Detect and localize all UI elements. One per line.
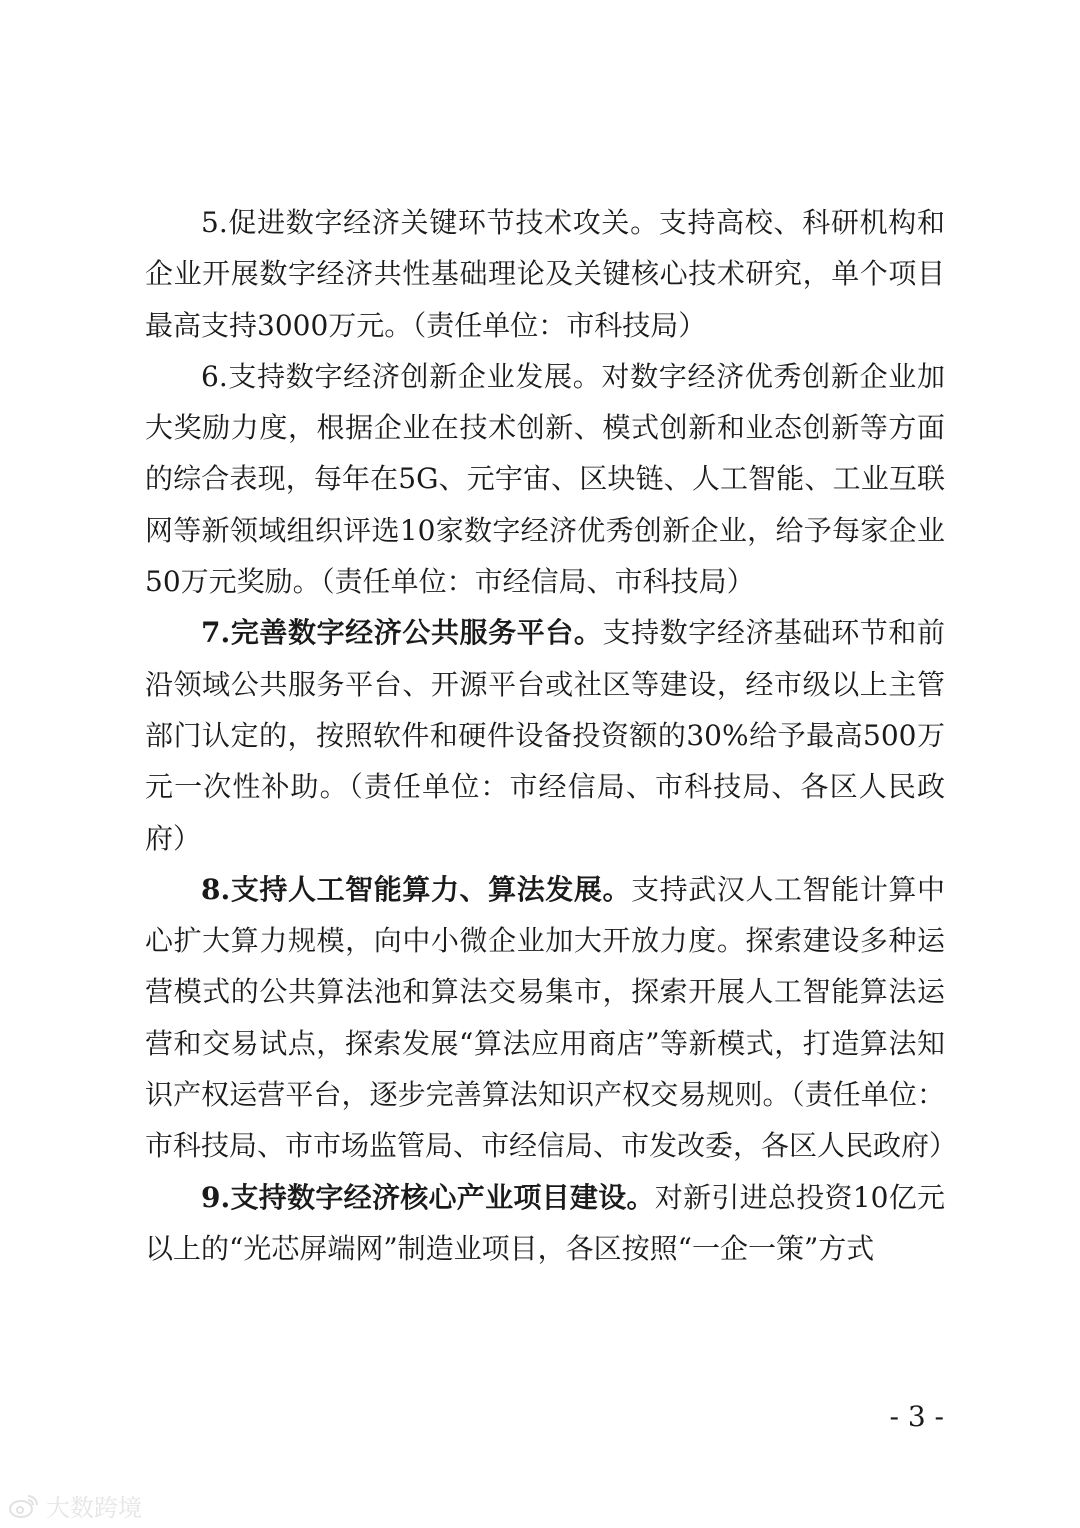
paragraph-text: 支持数字经济基础环节和前沿领域公共服务平台、开源平台或社区等建设，经市级以上主管部门认定的，按照软件和硬件设备投资额的30%给予最高500万元一次性补助。（责任单位：市经信局、市科技局、各区人民政府） — [145, 616, 945, 855]
paragraph-lead: 7.完善数字经济公共服务平台。 — [201, 616, 603, 650]
paragraph-text: 支持武汉人工智能计算中心扩大算力规模，向中小微企业加大开放力度。探索建设多种运营模式的公共算法池和算法交易集市，探索开展人工智能算法运营和交易试点，探索发展“算法应用商店”等新模式，打造算法知识产权运营平台，逐步完善算法知识产权交易规则。（责任单位：市科技局、市市场监管局、市经信局、市发改委，各区人民政府） — [145, 872, 958, 1163]
watermark-text: 大数跨境 — [46, 1494, 142, 1522]
paragraph-9 — [145, 1172, 945, 1275]
paragraph-text: 支持高校、科研机构和企业开展数字经济共性基础理论及关键核心技术研究，单个项目最高支持3000万元。（责任单位：市科技局） — [145, 206, 945, 342]
document-body — [145, 197, 958, 1274]
paragraph-7 — [145, 607, 945, 863]
watermark — [8, 1488, 142, 1523]
paragraph-5 — [145, 197, 945, 351]
paragraph-lead: 5.促进数字经济关键环节技术攻关。 — [201, 206, 659, 239]
paragraph-8 — [145, 864, 958, 1172]
paragraph-lead: 8.支持人工智能算力、算法发展。 — [201, 872, 632, 906]
paragraph-6 — [145, 351, 945, 607]
weibo-icon — [8, 1493, 40, 1519]
paragraph-lead: 9.支持数字经济核心产业项目建设。 — [201, 1180, 655, 1214]
paragraph-text: 对数字经济优秀创新企业加大奖励力度，根据企业在技术创新、模式创新和业态创新等方面的综合表现，每年在5G、元宇宙、区块链、人工智能、工业互联网等新领域组织评选10家数字经济优秀创新企业，给予每家企业50万元奖励。（责任单位：市经信局、市科技局） — [145, 359, 945, 599]
page-number: - 3 - — [889, 1400, 944, 1433]
paragraph-text: 对新引进总投资10亿元以上的“光芯屏端网”制造业项目，各区按照“一企一策”方式 — [145, 1180, 945, 1265]
paragraph-lead: 6.支持数字经济创新企业发展。 — [201, 359, 602, 393]
